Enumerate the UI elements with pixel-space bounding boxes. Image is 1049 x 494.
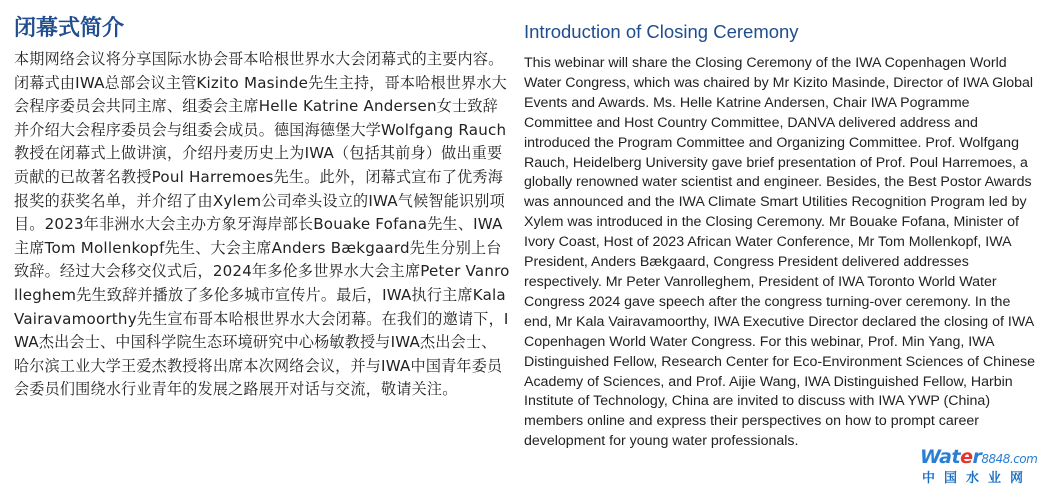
- english-column: [524, 20, 1036, 452]
- watermark-logo-number: 8848.com: [981, 452, 1038, 466]
- watermark-logo-suffix: r: [972, 446, 982, 468]
- chinese-title: 闭幕式简介: [14, 16, 125, 41]
- watermark-logo-prefix: Wat: [920, 446, 961, 468]
- watermark-logo-text: [920, 446, 1037, 470]
- chinese-column: [14, 14, 510, 402]
- english-body: This webinar will share the Closing Ceremony of the IWA Copenhagen World Water Congress, which was chaired by Mr Kizito Masinde, Director of IWA Global Events and Awards. Ms. Helle Katrine Andersen, Chair IWA Pogramme Committee and Host Country Committee, DANVA delivered address and introduced the Program Committee and Organizing Committee. Prof. Wolfgang Rauch, Heidelberg University gave brief presentation of Prof. Poul Harremoes, a globally renowned water scientist and engineer. Besides, the Best Postor Awards was announced and the IWA Climate Smart Utilities Recognition Program led by Xylem was introduced in the Closing Ceremony. Mr Bouake Fofana, Minister of Ivory Coast, Host of 2023 African Water Conference, Mr Tom Mollenkopf, IWA President, Anders Bækgaard, Congress President delivered addresses respectively. Mr Peter Vanrolleghem, President of IWA Toronto World Water Congress 2024 gave speech after the congress turning-over ceremony. In the end, Mr Kala Vairavamoorthy, IWA Executive Director declared the closing of IWA Copenhagen World Water Congress. For this webinar, Prof. Min Yang, IWA Distinguished Fellow, Research Center for Eco-Environment Sciences of Chinese Academy of Sciences, and Prof. Aijie Wang, IWA Distinguished Fellow, Harbin Institute of Technology, China are invited to discuss with IWA YWP (China) members online and express their perspectives on how to prompt career development for young water professionals.: [524, 55, 1035, 450]
- english-title: Introduction of Closing Ceremony: [524, 21, 799, 42]
- watermark-logo-cn: 中国水业网: [922, 471, 1033, 486]
- watermark-logo-accent: e: [960, 446, 973, 468]
- watermark-logo: [920, 446, 1042, 490]
- chinese-body: 本期网络会议将分享国际水协会哥本哈根世界水大会闭幕式的主要内容。闭幕式由IWA总部会议主管Kizito Masinde先生主持，哥本哈根世界水大会程序委员会共同主席、组委会主席Helle Katrine Andersen女士致辞并介绍大会程序委员会与组委会成员。德国海德堡大学Wolfgang Rauch教授在闭幕式上做讲演，介绍丹麦历史上为IWA（包括其前身）做出重要贡献的已故著名教授Poul Harremoes先生。此外，闭幕式宣布了优秀海报奖的获奖名单，并介绍了由Xylem公司牵头设立的IWA气候智能识别项目。2023年非洲水大会主办方象牙海岸部长Bouake Fofana先生、IWA主席Tom Mollenkopf先生、大会主席Anders Bækgaard先生分别上台致辞。经过大会移交仪式后，2024年多伦多世界水大会主席Peter Vanrolleghem先生致辞并播放了多伦多城市宣传片。最后，IWA执行主席Kala Vairavamoorthy先生宣布哥本哈根世界水大会闭幕。在我们的邀请下，IWA杰出会士、中国科学院生态环境研究中心杨敏教授与IWA杰出会士、哈尔滨工业大学王爱杰教授将出席本次网络会议，并与IWA中国青年委员会委员们围绕水行业青年的发展之路展开对话与交流，敬请关注。: [14, 50, 510, 399]
